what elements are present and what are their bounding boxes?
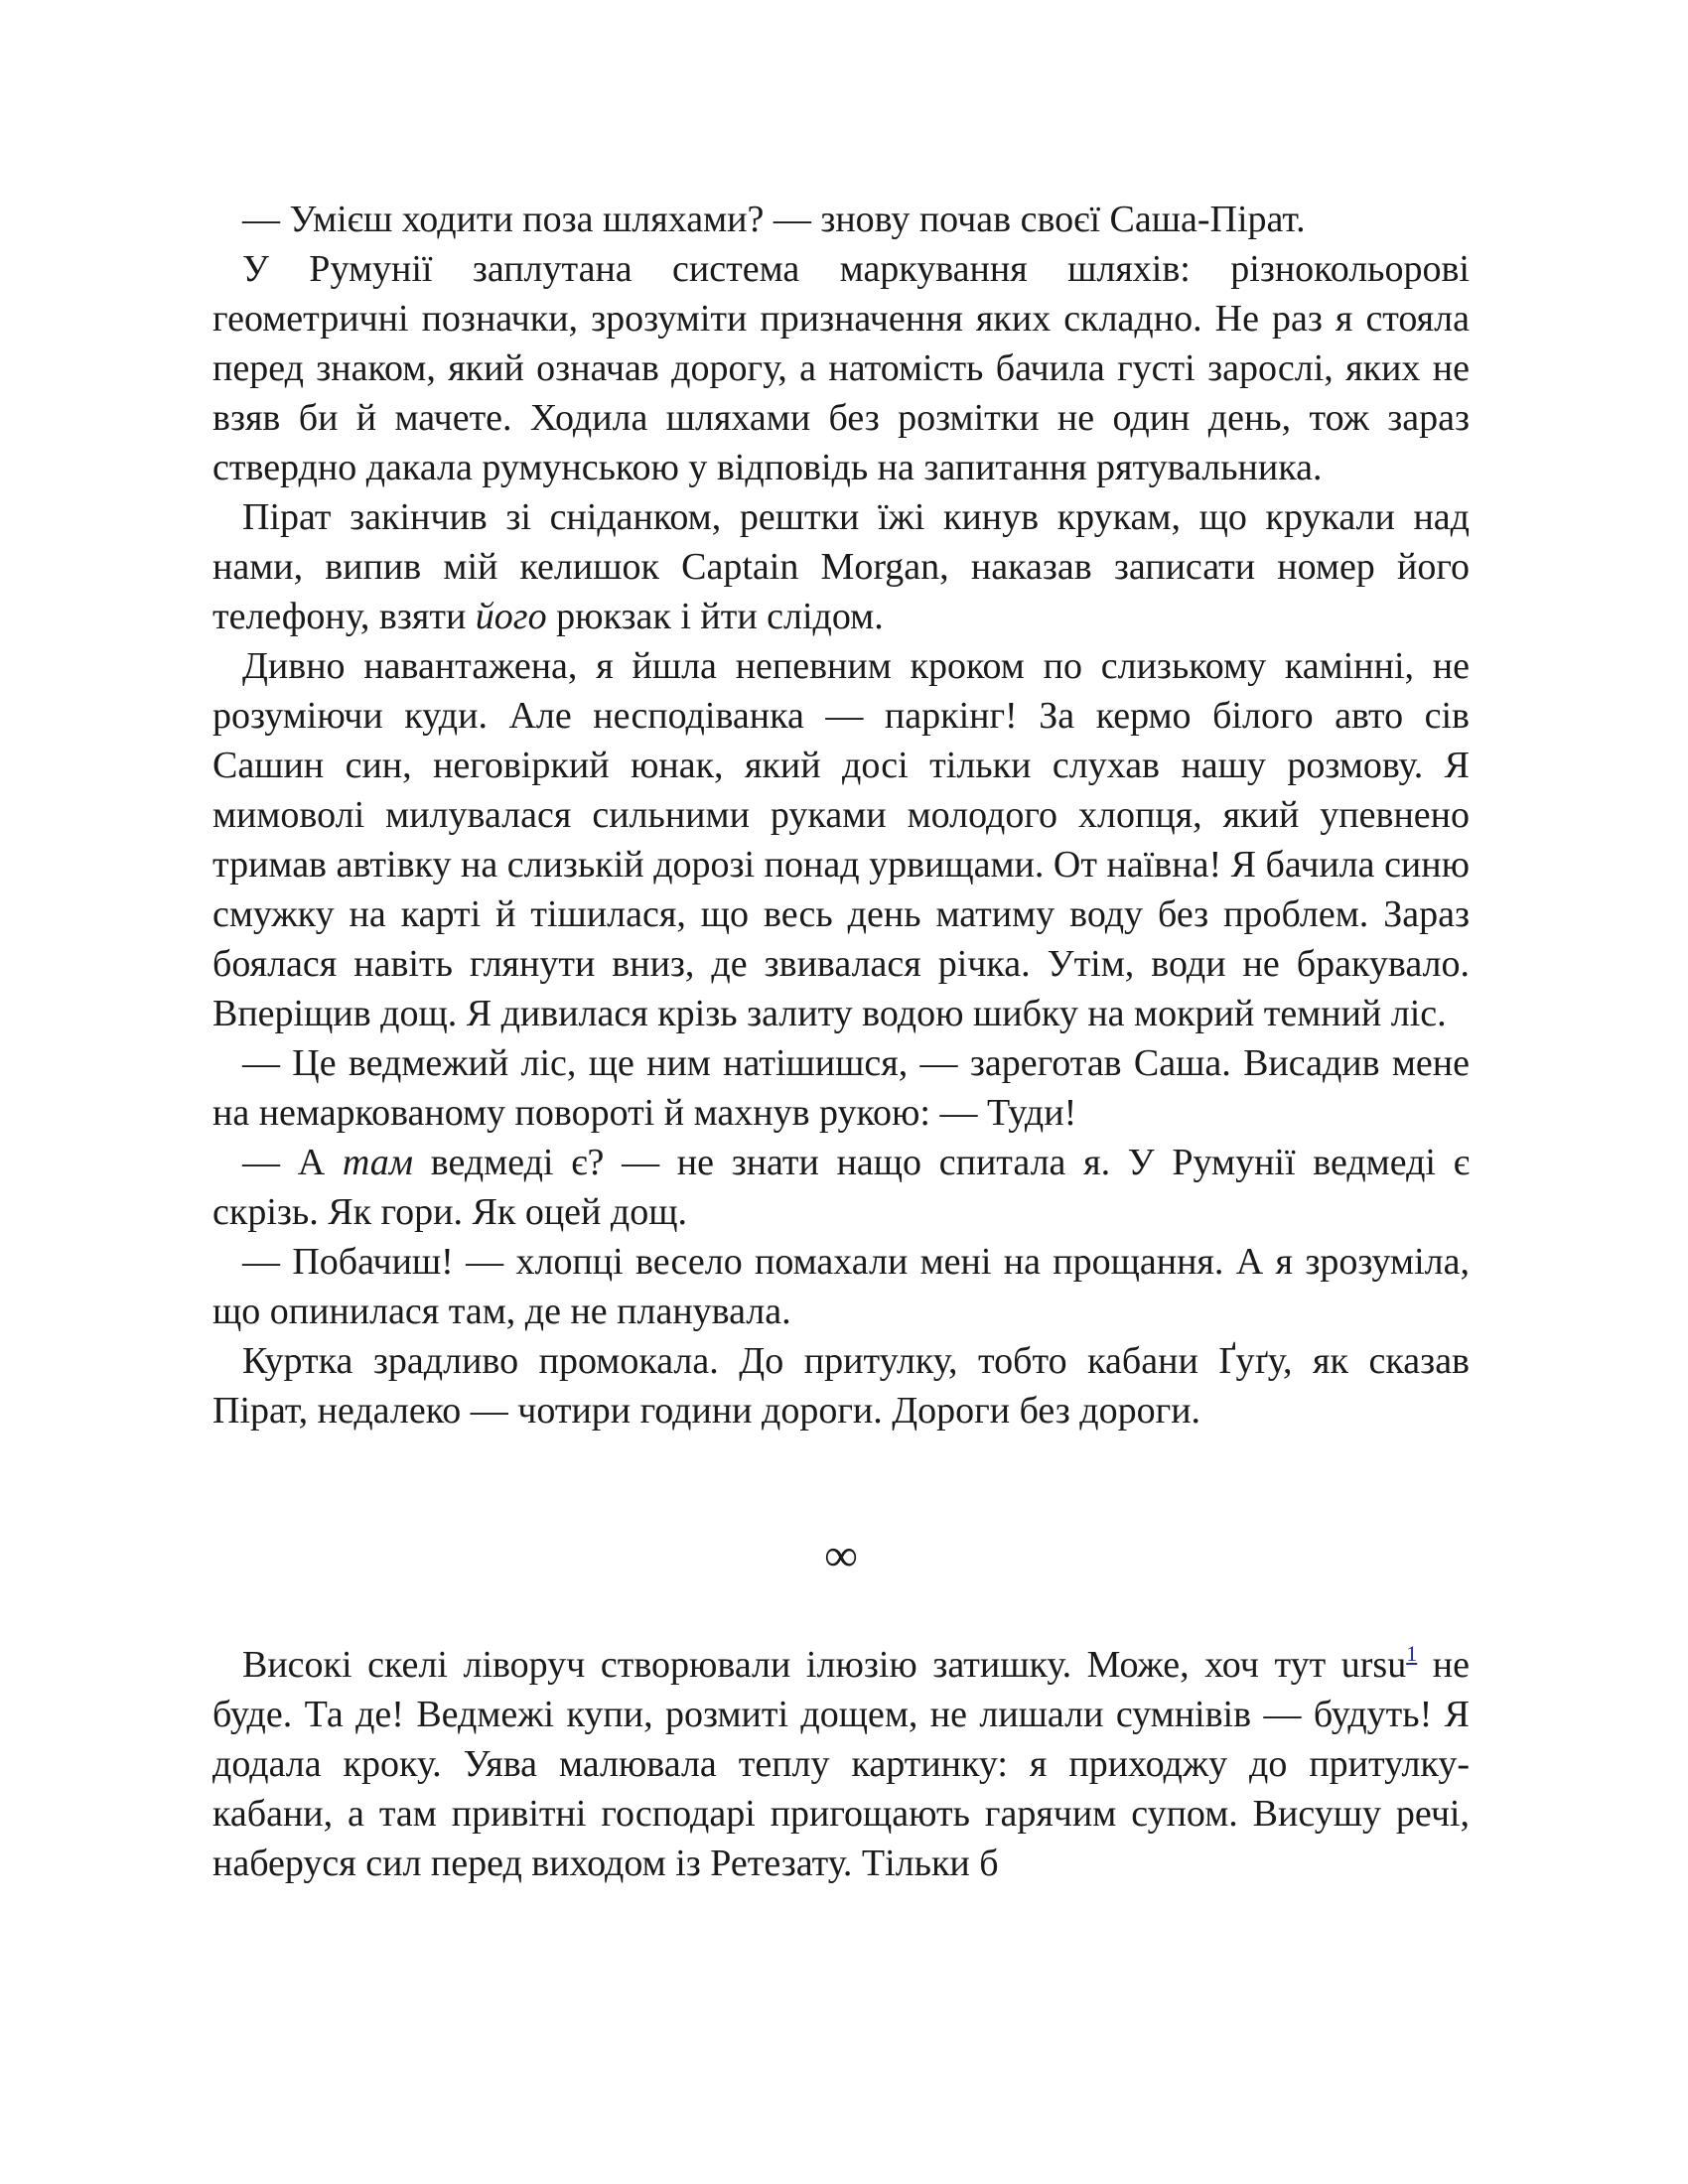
paragraph-dialogue-bear-forest: — Це ведмежий ліс, ще ним натішишся, — зареготав Саша. Висадив мене на немаркованому повороті й махнув рукою: — Туди! (212, 1042, 1470, 1134)
paragraph-jacket-soaking: Куртка зрадливо промокала. До притулку, тобто кабани Ґуґу, як сказав Пірат, недалеко — чотири години дороги. Дороги без дороги. (212, 1340, 1470, 1432)
paragraph-text-part: Пірат закінчив зі сніданком, рештки їжі кинув крукам, що крукали над нами, випив мій келишок Captain Morgan, наказав записати номер його телефону, взяти (212, 496, 1470, 637)
paragraph-text-part: не буде. Та де! Ведмежі купи, розмиті дощем, не лишали сумнівів — будуть! Я додала кроку. Уява малювала теплу картинку: я приходжу до притулку-кабани, а там привітні господарі пригощають гарячим супом. Висушу речі, наберуся сил перед виходом із Ретезату. Тільки б (212, 1644, 1470, 1884)
paragraph-text-part: Високі скелі ліворуч створювали ілюзію затишку. Може, хоч тут ursu (242, 1644, 1407, 1686)
emphasis-text: там (342, 1142, 414, 1183)
footnote-reference-link[interactable]: 1 (1406, 1641, 1418, 1666)
paragraph-text-part: рюкзак і йти слідом. (546, 596, 884, 637)
paragraph-text-part: — А (242, 1142, 343, 1183)
paragraph-dialogue-goodbye: — Побачиш! — хлопці весело помахали мені на прощання. А я зрозуміла, що опинилася там, де не планувала. (212, 1241, 1470, 1332)
paragraph-car-ride: Дивно навантажена, я йшла непевним кроком по слизькому камінні, не розуміючи куди. Але несподіванка — паркінг! За кермо білого авто сів Сашин син, неговіркий юнак, який досі тільки слухав нашу розмову. Я мимоволі милувалася сильними руками молодого хлопця, який упевнено тримав автівку на слизькій дорозі понад урвищами. От наївна! Я бачила синю смужку на карті й тішилася, що весь день матиму воду без проблем. Зараз боялася навіть глянути вниз, де звивалася річка. Утім, води не бракувало. Вперіщив дощ. Я дивилася крізь залиту водою шибку на мокрий темний ліс. (212, 645, 1470, 1034)
paragraph-high-rocks (212, 1640, 1470, 1888)
paragraph-pirate-breakfast (212, 492, 1470, 641)
section-separator-infinity-icon: ∞ (824, 1530, 858, 1580)
paragraph-dialogue-bears-there (212, 1138, 1470, 1237)
paragraph-text-part: ведмеді є? — не знати нащо спитала я. У Румунії ведмеді є скрізь. Як гори. Як оцей дощ. (212, 1142, 1470, 1233)
paragraph-trail-marking: У Румунії заплутана система маркування шляхів: різнокольорові геометричні позначки, зрозуміти призначення яких складно. Не раз я стояла перед знаком, який означав дорогу, а натомість бачила густі зарослі, яких не взяв би й мачете. Ходила шляхами без розмітки не один день, тож зараз ствердно дакала румунською у відповідь на запитання рятувальника. (212, 248, 1470, 488)
emphasis-text: його (475, 596, 547, 637)
paragraph-dialogue-pirate-question: — Умієш ходити поза шляхами? — знову почав своєї Саша-Пірат. (242, 199, 1306, 240)
page-body (212, 195, 1470, 1888)
